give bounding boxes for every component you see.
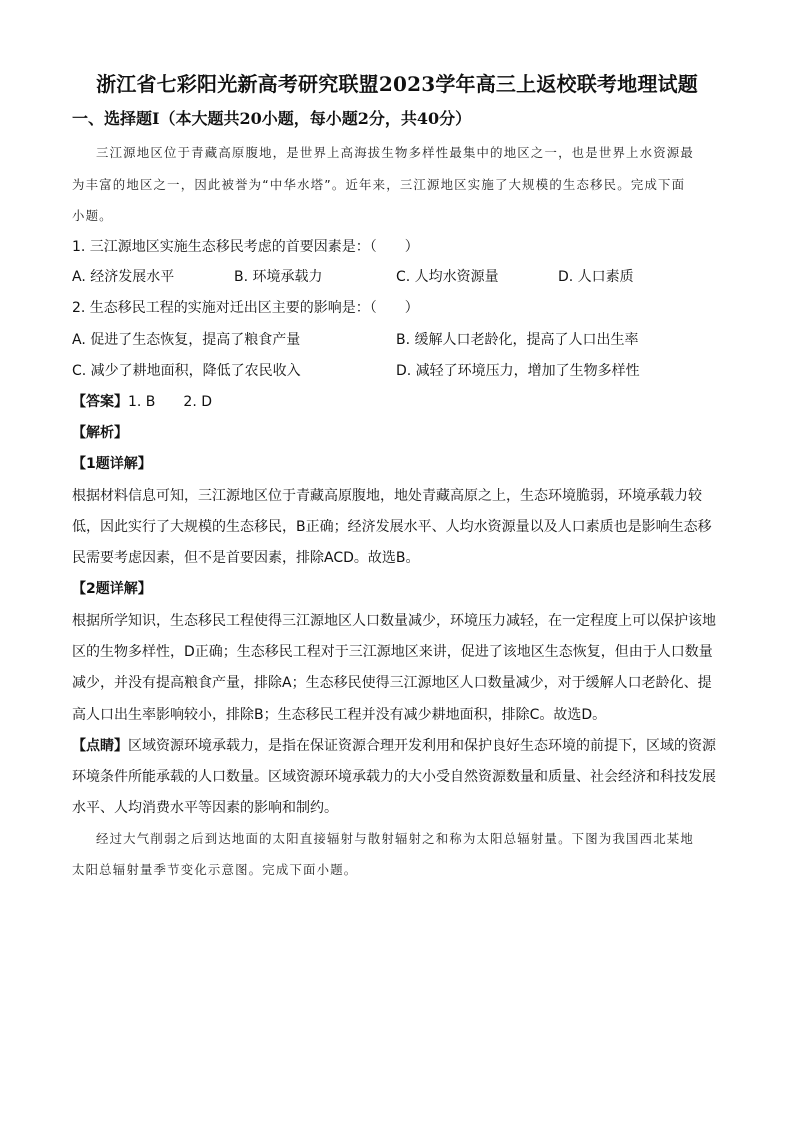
answer-text: 1. B 2. D — [128, 394, 212, 410]
question-1-option-b: B. 环境承载力 — [234, 269, 323, 285]
detail-2-line-2: 区的生物多样性，D正确；生态移民工程对于三江源地区来讲，促进了该地区生态恢复，但由于人口数量 — [72, 644, 713, 660]
question-1-option-c: C. 人均水资源量 — [396, 269, 499, 285]
detail-1-line-1: 根据材料信息可知，三江源地区位于青藏高原腹地，地处青藏高原之上，生态环境脆弱，环境承载力较 — [72, 488, 702, 504]
question-1-option-a: A. 经济发展水平 — [72, 269, 175, 285]
tip-line-3: 水平、人均消费水平等因素的影响和制约。 — [72, 800, 338, 816]
detail-2-label: 【2题详解】 — [72, 581, 152, 597]
answer-label: 【答案】 — [72, 394, 128, 410]
tip-label: 【点睛】 — [72, 738, 128, 754]
detail-2-line-3: 减少，并没有提高粮食产量，排除A；生态移民使得三江源地区人口数量减少，对于缓解人口老龄化、提 — [72, 675, 712, 691]
intro-1-line-2: 为丰富的地区之一，因此被誉为“中华水塔”。近年来，三江源地区实施了大规模的生态移民。完成下面 — [72, 177, 686, 192]
question-2-option-a: A. 促进了生态恢复，提高了粮食产量 — [72, 332, 301, 348]
question-2-option-b: B. 缓解人口老龄化，提高了人口出生率 — [396, 332, 639, 348]
intro-2-line-1: 经过大气削弱之后到达地面的太阳直接辐射与散射辐射之和称为太阳总辐射量。下图为我国西北某地 — [96, 831, 694, 846]
detail-1-line-3: 民需要考虑因素，但不是首要因素，排除ACD。故选B。 — [72, 550, 420, 566]
question-1-option-d: D. 人口素质 — [558, 269, 634, 285]
question-2-option-c: C. 减少了耕地面积，降低了农民收入 — [72, 363, 301, 379]
tip-line-1 — [72, 735, 716, 755]
intro-2-line-2: 太阳总辐射量季节变化示意图。完成下面小题。 — [72, 862, 358, 877]
intro-1-line-3: 小题。 — [72, 208, 113, 223]
document-title: 浙江省七彩阳光新高考研究联盟2023学年高三上返校联考地理试题 — [96, 72, 698, 96]
tip-line-2: 环境条件所能承载的人口数量。区域资源环境承载力的大小受自然资源数量和质量、社会经济和科技发展 — [72, 769, 716, 785]
detail-1-label: 【1题详解】 — [72, 456, 152, 472]
detail-1-line-2: 低，因此实行了大规模的生态移民，B正确；经济发展水平、人均水资源量以及人口素质也是影响生态移 — [72, 519, 712, 535]
detail-2-line-1: 根据所学知识，生态移民工程使得三江源地区人口数量减少，环境压力减轻，在一定程度上可以保护该地 — [72, 613, 716, 629]
section-heading: 一、选择题Ⅰ（本大题共20小题，每小题2分，共40分） — [72, 109, 472, 128]
question-2-option-d: D. 减轻了环境压力，增加了生物多样性 — [396, 363, 640, 379]
question-2-stem: 2. 生态移民工程的实施对迁出区主要的影响是：（ ） — [72, 300, 419, 316]
question-1-stem: 1. 三江源地区实施生态移民考虑的首要因素是：（ ） — [72, 239, 419, 255]
detail-2-line-4: 高人口出生率影响较小，排除B；生态移民工程并没有减少耕地面积，排除C。故选D。 — [72, 707, 607, 723]
answer-row — [72, 391, 212, 411]
tip-text-1: 区域资源环境承载力，是指在保证资源合理开发利用和保护良好生态环境的前提下，区域的资源 — [128, 738, 716, 754]
analysis-label: 【解析】 — [72, 425, 128, 441]
intro-1-line-1: 三江源地区位于青藏高原腹地，是世界上高海拔生物多样性最集中的地区之一，也是世界上水资源最 — [96, 145, 694, 160]
